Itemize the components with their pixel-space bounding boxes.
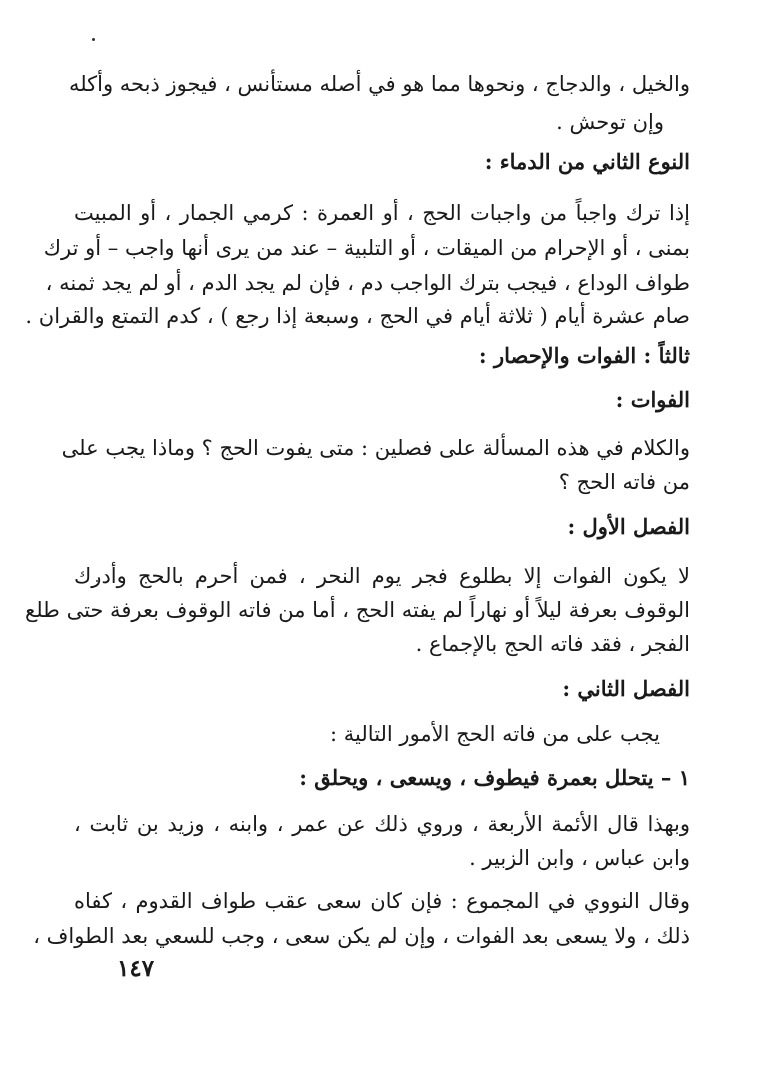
text-line: طواف الوداع ، فيجب بترك الواجب دم ، فإن لم يجد الدم ، أو لم يجد ثمنه ،	[45, 271, 690, 295]
section-heading: النوع الثاني من الدماء :	[484, 149, 690, 174]
text-line: بمنى ، أو الإحرام من الميقات ، أو التلبية – عند من يرى أنها واجب – أو ترك	[43, 236, 690, 260]
text-line: يجب على من فاته الحج الأمور التالية :	[330, 722, 660, 746]
section-heading: ١ – يتحلل بعمرة فيطوف ، ويسعى ، ويحلق :	[299, 765, 690, 790]
text-line: وإن توحش .	[556, 110, 664, 134]
text-line: صام عشرة أيام ( ثلاثة أيام في الحج ، وسبعة إذا رجع ) ، كدم التمتع والقران .	[25, 304, 690, 328]
text-line: والكلام في هذه المسألة على فصلين : متى يفوت الحج ؟ وماذا يجب على	[61, 436, 690, 460]
text-line: لا يكون الفوات إلا بطلوع فجر يوم النحر ، فمن أحرم بالحج وأدرك	[74, 564, 690, 588]
text-line: وابن عباس ، وابن الزبير .	[469, 846, 690, 870]
text-line: وقال النووي في المجموع : فإن كان سعى عقب طواف القدوم ، كفاه	[74, 889, 690, 913]
page-number: ١٤٧	[117, 955, 155, 982]
section-heading: الفصل الثاني :	[562, 676, 690, 701]
text-line: إذا ترك واجباً من واجبات الحج ، أو العمرة : كرمي الجمار ، أو المبيت	[74, 201, 690, 225]
text-line: ذلك ، ولا يسعى بعد الفوات ، وإن لم يكن سعى ، وجب للسعي بعد الطواف ،	[33, 924, 690, 948]
text-line: الفجر ، فقد فاته الحج بالإجماع .	[415, 632, 690, 656]
speck	[92, 38, 95, 41]
text-line: والخيل ، والدجاج ، ونحوها مما هو في أصله مستأنس ، فيجوز ذبحه وأكله	[68, 72, 690, 96]
text-line: وبهذا قال الأئمة الأربعة ، وروي ذلك عن عمر ، وابنه ، وزيد بن ثابت ،	[74, 812, 690, 836]
section-heading: الفوات :	[615, 387, 690, 412]
section-heading: الفصل الأول :	[567, 514, 690, 539]
text-line: الوقوف بعرفة ليلاً أو نهاراً لم يفته الحج ، أما من فاته الوقوف بعرفة حتى طلع	[25, 598, 690, 622]
text-line: من فاته الحج ؟	[558, 470, 690, 494]
section-heading: ثالثاً : الفوات والإحصار :	[478, 343, 690, 368]
